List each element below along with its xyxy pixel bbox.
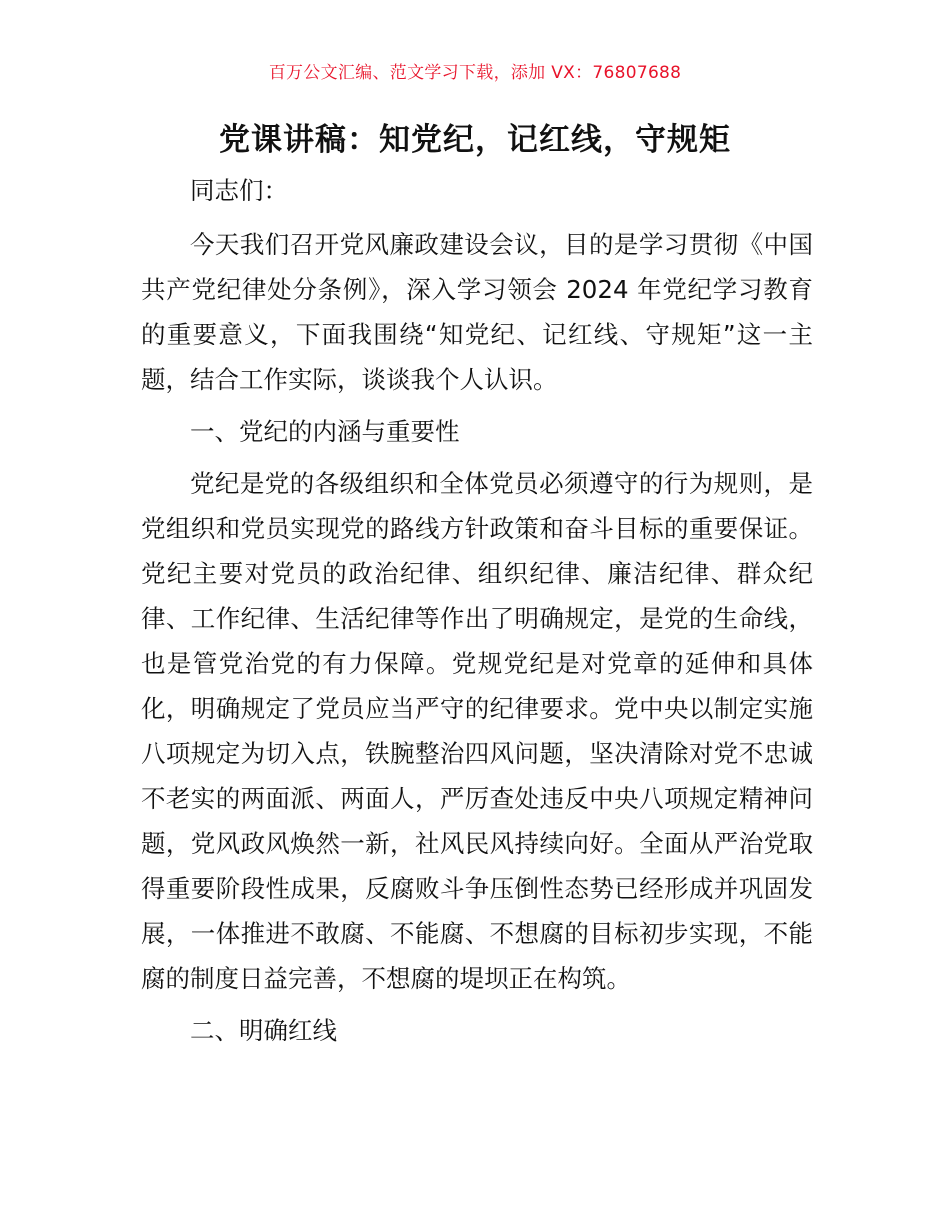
section-heading-1: 一、党纪的内涵与重要性 — [190, 417, 460, 446]
section-heading-2: 二、明确红线 — [190, 1016, 337, 1045]
salutation: 同志们： — [190, 176, 288, 205]
header-note: 百万公文汇编、范文学习下载，添加 VX：76807688 — [268, 63, 682, 83]
paragraph-intro: 今天我们召开党风廉政建设会议，目的是学习贯彻《中国共产党纪律处分条例》，深入学习领会 2024 年党纪学习教育的重要意义，下面我围绕“知党纪、记红线、守规矩”这一主题，结合工作实际，谈谈我个人认识。 — [141, 230, 813, 394]
document-title: 党课讲稿：知党纪，记红线，守规矩 — [219, 122, 731, 158]
document-body — [141, 168, 813, 1060]
paragraph-section1: 党纪是党的各级组织和全体党员必须遵守的行为规则，是党组织和党员实现党的路线方针政策和奋斗目标的重要保证。党纪主要对党员的政治纪律、组织纪律、廉洁纪律、群众纪律、工作纪律、生活纪律等作出了明确规定，是党的生命线，也是管党治党的有力保障。党规党纪是对党章的延伸和具体化，明确规定了党员应当严守的纪律要求。党中央以制定实施八项规定为切入点，铁腕整治四风问题，坚决清除对党不忠诚不老实的两面派、两面人，严厉查处违反中央八项规定精神问题，党风政风焕然一新，社风民风持续向好。全面从严治党取得重要阶段性成果，反腐败斗争压倒性态势已经形成并巩固发展，一体推进不敢腐、不能腐、不想腐的目标初步实现，不能腐的制度日益完善，不想腐的堤坝正在构筑。 — [141, 469, 813, 993]
